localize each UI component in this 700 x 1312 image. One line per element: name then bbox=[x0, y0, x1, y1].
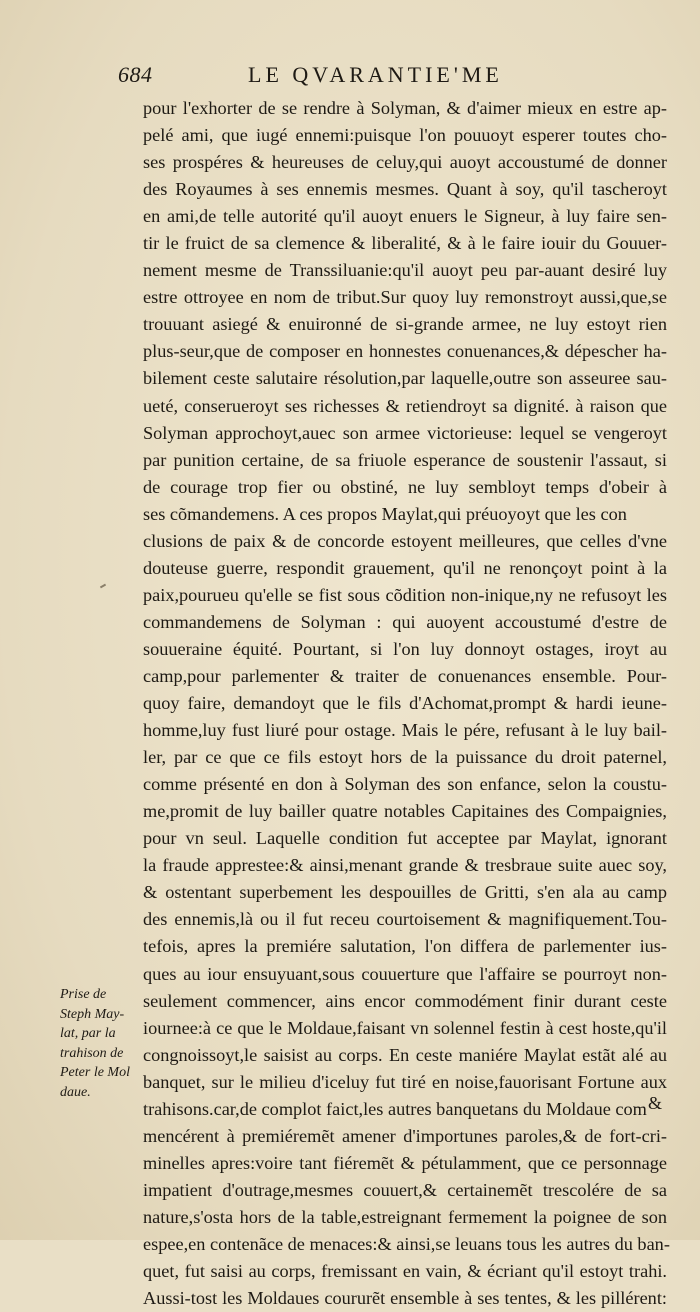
text-line: tefois, apres la premiére salutation, l'on differa de parlementer ius- bbox=[143, 936, 667, 957]
margin-note bbox=[60, 985, 140, 1102]
text-line: souueraine équité. Pourtant, si l'on luy donnoyt ostages, iroyt au bbox=[143, 638, 667, 659]
text-line: douteuse guerre, respondit grauement, qu'il ne renonçoyt point à la bbox=[143, 557, 667, 578]
text-line: des Royaumes à ses ennemis mesmes. Quant à soy, qu'il tascheroyt bbox=[143, 179, 667, 200]
margin-note-line: trahison de bbox=[60, 1045, 124, 1061]
text-line: clusions de paix & de concorde estoyent meilleures, que celles d'vne bbox=[143, 530, 667, 551]
page-header bbox=[118, 62, 678, 92]
text-line: ueté, conserueroyt ses richesses & retiendroyt sa dignité. à raison que bbox=[143, 395, 667, 416]
text-line: ques au iour ensuyuant,sous couuerture que l'affaire se pourroyt non- bbox=[143, 963, 667, 984]
catchword: & bbox=[648, 1093, 663, 1113]
margin-note-line: daue. bbox=[60, 1084, 91, 1100]
text-line: paix,pourueu qu'elle se fist sous cõdition non-inique,ny ne refusoyt les bbox=[143, 584, 667, 605]
text-line: tir le fruict de sa clemence & liberalité, & à le faire iouir du Gouuer- bbox=[143, 233, 667, 254]
text-line: comme présenté en don à Solyman des son enfance, selon la coustu- bbox=[143, 774, 667, 795]
text-line: congnoissoyt,le saisist au corps. En ceste maniére Maylat estãt alé au bbox=[143, 1044, 667, 1065]
text-line: camp,pour parlementer & traiter de conuenances ensemble. Pour- bbox=[143, 665, 667, 686]
text-line: espee,en contenãce de menaces:& ainsi,se leuans tous les autres du ban- bbox=[143, 1233, 670, 1254]
text-line: iournee:à ce que le Moldaue,faisant vn solennel festin à cest hoste,qu'il bbox=[143, 1017, 667, 1038]
text-line: Solyman approchoyt,auec son armee victorieuse: lequel se vengeroyt bbox=[143, 422, 667, 443]
text-line: la fraude apprestee:& ainsi,menant grande & tresbraue suite auec soy, bbox=[143, 855, 667, 876]
ink-mark bbox=[100, 584, 106, 589]
text-line: homme,luy fust liuré pour ostage. Mais le pére, refusant à le luy bail- bbox=[143, 720, 667, 741]
text-line: banquet, sur le milieu d'iceluy fut tiré en noise,fauorisant Fortune aux bbox=[143, 1071, 667, 1092]
text-line: Aussi-tost les Moldaues coururẽt ensemble à ses tentes, & les pillérent: bbox=[143, 1288, 667, 1309]
text-line: bilement ceste salutaire résolution,par laquelle,outre son asseuree sau- bbox=[143, 368, 667, 389]
text-line: trouuant asiegé & enuironné de si-grande armee, ne luy estoyt rien bbox=[143, 314, 667, 335]
text-line: quet, fut saisi au corps, fremissant en vain, & écriant qu'il estoyt trahi. bbox=[143, 1261, 667, 1282]
text-line: des ennemis,là ou il fut receu courtoisement & magnifiquement.Tou- bbox=[143, 909, 667, 930]
text-line: seulement commencer, ains encor commodément finir durant ceste bbox=[143, 990, 667, 1011]
text-line: me,promit de luy bailler quatre notables Capitaines des Compaignies, bbox=[143, 801, 667, 822]
margin-note-line: lat, par la bbox=[60, 1026, 116, 1041]
body-text bbox=[143, 95, 670, 1312]
text-line: & ostentant superbement les despouilles de Gritti, s'en ala au camp bbox=[143, 882, 667, 903]
margin-note-line: Peter le Mol bbox=[60, 1065, 130, 1080]
text-line: trahisons.car,de complot faict,les autres banquetans du Moldaue com bbox=[143, 1098, 647, 1119]
text-line: minelles apres:voire tant fiéremẽt & pétulamment, que ce personnage bbox=[143, 1152, 667, 1173]
text-line: ses prospéres & heureuses de celuy,qui auoyt accoustumé de donner bbox=[143, 152, 667, 173]
text-line: pour vn seul. Laquelle condition fut acceptee par Maylat, ignorant bbox=[143, 828, 667, 849]
text-line: en ami,de telle autorité qu'il auoyt enuers le Signeur, à luy faire sen- bbox=[143, 206, 667, 227]
text-line: mencérent à premiéremẽt amener d'importunes paroles,& de fort-cri- bbox=[143, 1125, 667, 1146]
text-line: plus-seur,que de composer en honnestes conuenances,& dépescher ha- bbox=[143, 341, 667, 362]
text-line: estre ottroyee en nom de tribut.Sur quoy luy remonstroyt aussi,que,se bbox=[143, 287, 667, 308]
running-title: LE QVARANTIE'ME bbox=[248, 62, 503, 87]
text-line: quoy faire, demandoyt que le fils d'Achomat,prompt & hardi ieune- bbox=[143, 693, 667, 714]
text-line: de courage trop fier ou obstiné, ne luy sembloyt temps d'obeir à bbox=[143, 476, 667, 497]
text-line: nement mesme de Transsiluanie:qu'il auoyt peu par-auant desiré luy bbox=[143, 260, 667, 281]
margin-note-line: Prise de bbox=[60, 987, 107, 1002]
text-line: commandemens de Solyman : qui auoyent accoustumé d'estre de bbox=[143, 611, 667, 632]
margin-note-line: Steph May- bbox=[60, 1006, 125, 1022]
text-line: ses cõmandemens. A ces propos Maylat,qui préuoyoyt que les con bbox=[143, 503, 627, 524]
text-line: impatient d'outrage,mesmes couuert,& certainemẽt trescolére de sa bbox=[143, 1179, 667, 1200]
text-line: nature,s'osta hors de la table,estreignant fermement la poignee de son bbox=[143, 1206, 667, 1227]
text-line: par punition certaine, de sa friuole esperance de soustenir l'assaut, si bbox=[143, 449, 667, 470]
text-line: ler, par ce que ce fils estoyt hors de la puissance du droit paternel, bbox=[143, 747, 667, 768]
text-line: pelé ami, que iugé ennemi:puisque l'on pouuoyt esperer toutes cho- bbox=[143, 125, 667, 146]
page-number: 684 bbox=[118, 62, 153, 87]
text-line: pour l'exhorter de se rendre à Solyman, & d'aimer mieux en estre ap- bbox=[143, 98, 667, 118]
